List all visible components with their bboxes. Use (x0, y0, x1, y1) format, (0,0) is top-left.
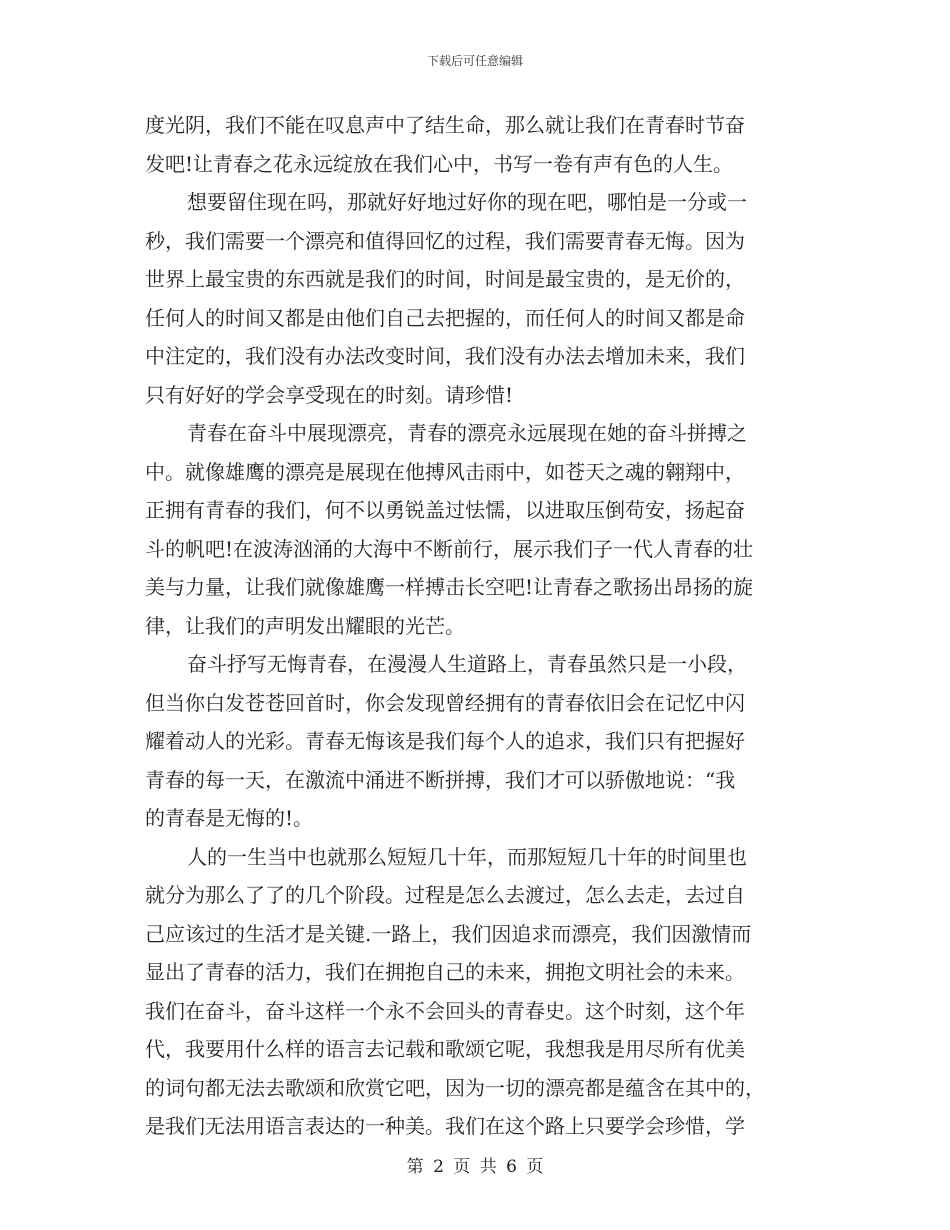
text-line: 只有好好的学会享受现在的时刻。请珍惜! (145, 382, 514, 407)
text-line: 己应该过的生活才是关键.一路上，我们因追求而漂亮，我们因激情而 (145, 921, 752, 946)
text-line: 世界上最宝贵的东西就是我们的时间，时间是最宝贵的，是无价的， (145, 267, 745, 291)
text-line: 就分为那么了了的几个阶段。过程是怎么去渡过，怎么去走，去过自 (145, 883, 745, 907)
text-line: 美与力量，让我们就像雄鹰一样搏击长空吧!让青春之歌扬出昂扬的旋 (145, 575, 754, 599)
text-line: 发吧!让青春之花永远绽放在我们心中，书写一卷有声有色的人生。 (145, 151, 734, 176)
text-line: 任何人的时间又都是由他们自己去把握的，而任何人的时间又都是命 (145, 305, 745, 330)
text-line: 的词句都无法去歌颂和欣赏它吧，因为一切的漂亮都是蕴含在其中的， (145, 1075, 765, 1100)
text-line: 正拥有青春的我们，何不以勇锐盖过怯懦，以进取压倒苟安，扬起奋 (145, 498, 745, 522)
text-line: 中。就像雄鹰的漂亮是展现在他搏风击雨中，如苍天之魂的翱翔中， (145, 459, 745, 484)
text-line: 我们在奋斗，奋斗这样一个永不会回头的青春史。这个时刻，这个年 (145, 998, 745, 1023)
text-line: 青春的每一天，在激流中涌进不断拼搏，我们才可以骄傲地说：“我 (145, 767, 736, 792)
text-line: 显出了青春的活力，我们在拥抱自己的未来，拥抱文明社会的未来。 (145, 960, 745, 984)
text-line: 律，让我们的声明发出耀眼的光芒。 (145, 613, 465, 638)
text-line: 但当你白发苍苍回首时，你会发现曾经拥有的青春依旧会在记忆中闪 (145, 690, 745, 715)
text-line: 是我们无法用语言表达的一种美。我们在这个路上只要学会珍惜，学 (145, 1114, 745, 1138)
text-line: 秒，我们需要一个漂亮和值得回忆的过程，我们需要青春无悔。因为 (145, 228, 745, 253)
text-line: 奋斗抒写无悔青春，在漫漫人生道路上，青春虽然只是一小段， (187, 652, 747, 676)
text-line: 代，我要用什么样的语言去记载和歌颂它呢，我想我是用尽所有优美 (145, 1037, 745, 1061)
text-line: 青春在奋斗中展现漂亮，青春的漂亮永远展现在她的奋斗拼搏之 (187, 421, 747, 445)
text-line: 想要留住现在吗，那就好好地过好你的现在吧，哪怕是一分或一 (187, 190, 747, 214)
text-line: 人的一生当中也就那么短短几十年，而那短短几十年的时间里也 (187, 844, 747, 869)
text-line: 中注定的，我们没有办法改变时间，我们没有办法去增加未来，我们 (145, 344, 745, 368)
text-line: 斗的帆吧!在波涛汹涌的大海中不断前行，展示我们子一代人青春的壮 (145, 536, 754, 561)
text-line: 的青春是无悔的!。 (145, 806, 314, 830)
page-header: 下载后可任意编辑 (426, 54, 523, 68)
text-line: 耀着动人的光彩。青春无悔该是我们每个人的追求，我们只有把握好 (145, 729, 745, 753)
text-line: 度光阴，我们不能在叹息声中了结生命，那么就让我们在青春时节奋 (145, 113, 745, 137)
body-text (145, 106, 805, 1146)
page-number-footer: 第 2 页 共 6 页 (406, 1157, 544, 1177)
